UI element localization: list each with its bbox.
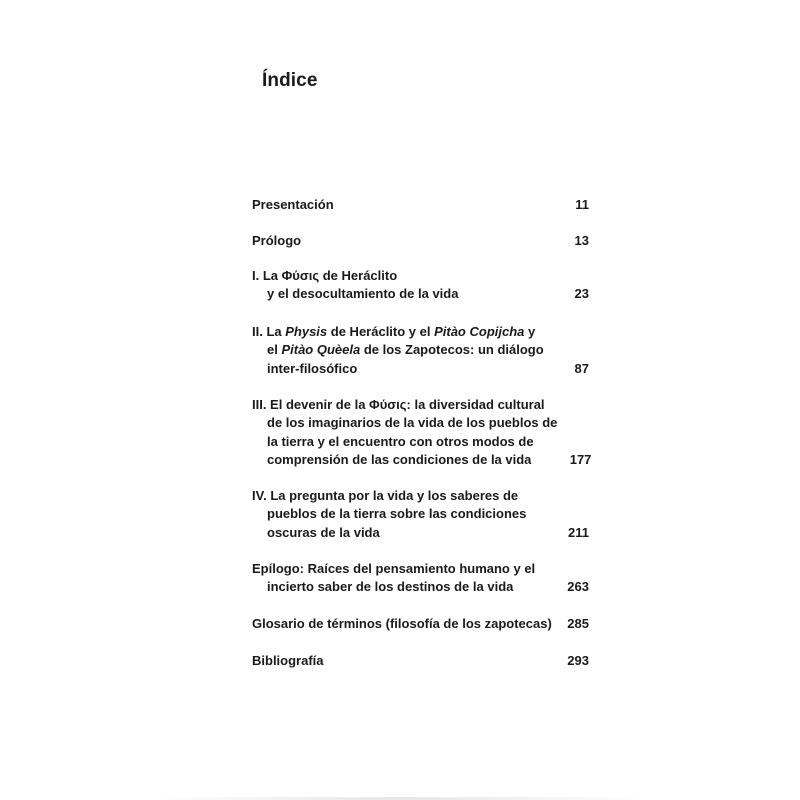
toc-entry-title: Epílogo: Raíces del pensamiento humano y el incierto saber de los destinos de la vida: [252, 561, 536, 595]
toc-entry-chapter-4: [252, 487, 589, 542]
toc-entry-glosario: [252, 615, 589, 633]
toc-entry-title: Prólogo: [252, 233, 302, 248]
toc-entry-chapter-3: [252, 396, 592, 469]
toc-entry-title: II. La Physis de Heráclito y el Pitào Copijcha y el Pitào Quèela de los Zapotecos: un diálogo inter-filosófico: [252, 324, 544, 376]
toc-entry-title: Glosario de términos (filosofía de los zapotecas): [252, 616, 552, 631]
toc-entry-title: IV. La pregunta por la vida y los saberes de pueblos de la tierra sobre las condiciones oscuras de la vida: [252, 488, 527, 540]
toc-entry-presentacion: [252, 196, 589, 214]
toc-entry-epilogo: [252, 560, 589, 597]
toc-entry-title: I. La Φύσις de Heráclito y el desocultamiento de la vida: [252, 268, 459, 302]
toc-page-number: 211: [568, 524, 589, 540]
toc-page-number: 177: [569, 451, 592, 467]
toc-page-number: 11: [575, 197, 589, 212]
toc-entry-prologo: [252, 232, 589, 250]
toc-page-number: 285: [567, 616, 589, 631]
toc-entry-bibliografia: [252, 652, 589, 670]
toc-entry-title: Presentación: [252, 197, 334, 212]
page-title: Índice: [262, 70, 318, 91]
toc-entry-chapter-2: [252, 323, 589, 378]
toc-entry-title: Bibliografía: [252, 653, 324, 668]
toc-page-number: 13: [574, 233, 589, 248]
toc-page-number: 23: [574, 286, 589, 302]
toc-page-number: 293: [567, 653, 589, 668]
toc-entry-chapter-1: [252, 267, 589, 304]
toc-page-number: 263: [567, 579, 589, 595]
toc-entry-title: III. El devenir de la Φύσις: la diversidad cultural de los imaginarios de la vida de los pueblos de la tierra y el encuentro con otros modos de comprensión de las condiciones de la vida: [252, 397, 558, 467]
toc-page-number: 87: [574, 360, 589, 376]
